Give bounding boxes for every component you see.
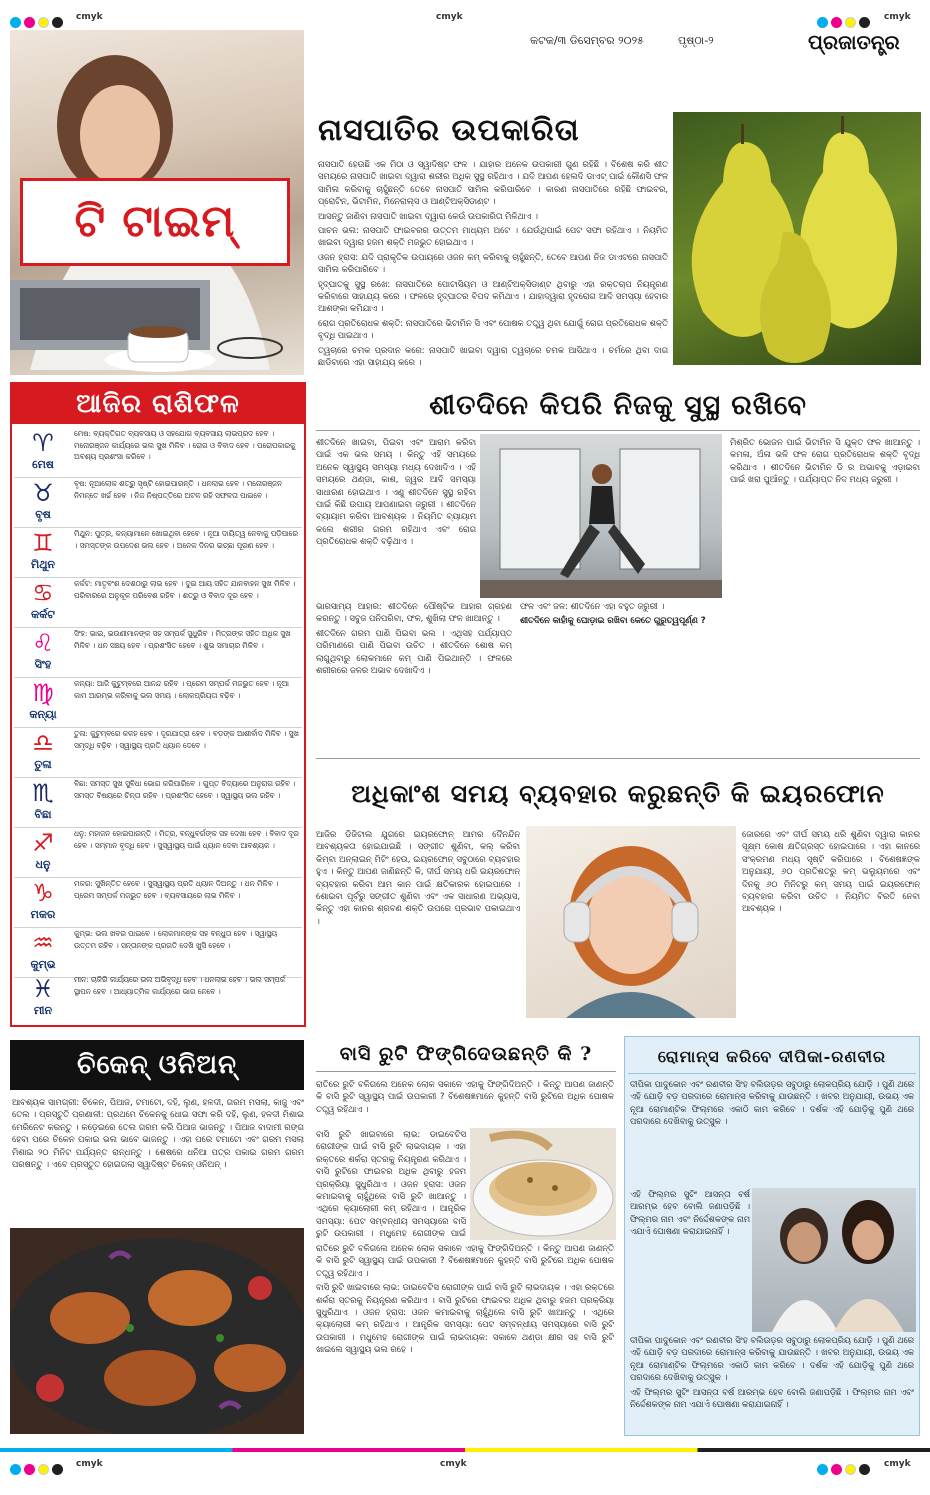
roti-intro: ରାତିରେ ରୁଟି ବଳିଗଲେ ଅନେକ ଲୋକ ସକାଳେ ଏହାକୁ ଫିଙ୍ଗିଦିଅନ୍ତି । କିନ୍ତୁ ଆପଣ ଜାଣନ୍ତି କି ବାସି ରୁଟି ସ୍ୱାସ୍ଥ୍ୟ ପାଇଁ ଉପକାରୀ ? ବିଶେଷଜ୍ଞମାନେ କୁହନ୍ତି ବାସି ରୁଟିରେ ଅଧିକ ପୋଷକ ତତ୍ତ୍ୱ ରହିଥାଏ । (316, 1079, 614, 1114)
capricorn-icon: ♑ (32, 879, 54, 907)
cmyk-label-right: cmyk (884, 12, 911, 22)
roti-body: ବାସି ରୁଟି ଖାଇବାରେ ଲାଭ: ଡାଇବେଟିସ ରୋଗୀଙ୍କ ପାଇଁ ବାସି ରୁଟି ଲାଭଦାୟକ । ଏହା ରକ୍ତରେ ଶର୍କରା ସ୍ତରକୁ ନିୟନ୍ତ୍ରଣ କରିଥାଏ । ବାସି ରୁଟିରେ ଫାଇବର ଅଧିକ ଥିବାରୁ ହଜମ ପ୍ରକ୍ରିୟା ସୁଧୁରିଥାଏ । ଓଜନ ହ୍ରାସ: ଓଜନ କମାଇବାକୁ ଚାହୁଁଥିଲେ ବାସି ରୁଟି ଖାଆନ୍ତୁ । ଏଥିରେ କ୍ୟାଲୋରୀ କମ୍‌ ରହିଥାଏ । ଆନ୍ତ୍ରିକ ସମସ୍ୟା: ପେଟ ସମ୍ବନ୍ଧୀୟ ସମସ୍ୟାରେ ବାସି ରୁଟି ଉପକାରୀ । ମଧୁମେହ ରୋଗୀଙ୍କ ପାଇଁ (316, 1129, 466, 1238)
rashi-text: ମକର: ସୁଖିନ୍ତିତ ହେବେ । ସୁସ୍ୱାସ୍ଥ୍ୟ ପ୍ରତି ଧ୍ୟାନ ଦିଅନ୍ତୁ । ଧନ ମିଳିବ । ପ୍ରେମ ସମ୍ପର୍କ ମଜଭୁତ ହେବ । ବ୍ୟବସାୟରେ ଲାଭ ମିଳିବ । (74, 879, 279, 900)
rashi-text: ବିଛା: ସମସ୍ତ ସୁଖ ସୁବିଧା ଭୋଗ କରିପାରିବେ । ଗୁପ୍ତ ବିଦ୍ୟାରେ ଅନୁରାଗ ରହିବ । ସମସ୍ତ ବିଷୟରେ ଚିନ୍ତା ରହିବ । ପ୍ରଶଂସିତ ହେବେ । ସ୍ୱାସ୍ଥ୍ୟ ଭଲ ରହିବ । (74, 779, 296, 800)
taurus-icon: ♉ (32, 479, 54, 507)
earphone-right: ଜୋରରେ ଏବଂ ଦୀର୍ଘ ସମୟ ଧରି ଶୁଣିବା ଦ୍ୱାରା କାନର ସୂକ୍ଷ୍ମ କୋଷ କ୍ଷତିଗ୍ରସ୍ତ ହୋଇପାରେ । ଏହା କାନରେ ସଂକ୍ରମଣ ମଧ୍ୟ ସୃଷ୍ଟି କରିପାରେ । ବିଶେଷଜ୍ଞଙ୍କ ଅନୁଯାୟୀ, ୬୦ ପ୍ରତିଶତରୁ କମ୍‌ ଭଲ୍ୟୁମରେ ଏବଂ ଦିନକୁ ୬୦ ମିନିଟରୁ କମ୍‌ ସମୟ ପାଇଁ ଇୟରଫୋନ୍‌ ବ୍ୟବହାର କରିବା ଉଚିତ । ନିୟମିତ ବିରତି ନେବା ଆବଶ୍ୟକ । (742, 829, 920, 914)
rashi-row (14, 676, 302, 728)
chicken-headline: ଚିକେନ୍‌ ଓନିଅନ୍‌ (10, 1040, 304, 1090)
rashi-text: ଧନୁ: ମହାଜନ ହୋଇପାରନ୍ତି । ମିତ୍ର, ବନ୍ଧୁବର୍ଗଙ୍କ ସହ ଦେଖା ହେବ । ବିବାଦ ଦୂର ହେବ । ସମ୍ମାନ ବୃଦ୍ଧି ହେବ । ସୁସ୍ୱାସ୍ଥ୍ୟ ପାଇଁ ଧ୍ୟାନ ଦେବା ଆବଶ୍ୟକ । (74, 829, 299, 850)
girl-headphones-icon (526, 826, 736, 1018)
aries-icon: ♈ (32, 429, 54, 457)
bottom-dots-left (10, 1460, 66, 1479)
rashi-text: କନ୍ୟା: ଆଜି କୁଟୁମ୍ବରେ ଆନନ୍ଦ ରହିବ । ପ୍ରେମ ସମ୍ପର୍କ ମଜଭୁତ ହେବ । ନୂଆ କାମ ଆରମ୍ଭ କରିବାକୁ ଭଲ ସମୟ । ଲୋକପ୍ରିୟତା ବଢ଼ିବ । (74, 679, 289, 700)
scorpio-icon: ♏ (32, 779, 54, 807)
pear-paragraph: ତ୍ୱଚାରେ ଚମକ ପ୍ରଦାନ କରେ: ନାସପାତି ଖାଇବା ଦ୍ୱାରା ତ୍ୱଚାରେ ଚମକ ଆସିଥାଏ । ଚର୍ମରେ ଥିବା ଦାଗ ଛାଡିବାରେ ଏହା ସାହାଯ୍ୟ କରେ । (318, 344, 668, 368)
rashi-text: ମିଥୁନ: ପୁତ୍ର, କନ୍ୟାମାନେ ଖୋଇଥିବା ହେବେ । ନୂଆ ଦାୟିତ୍ୱ ନେବାକୁ ପଡ଼ିପାରେ । ସମସ୍ତଙ୍କ ଉପଦେଶ ଭଲ ହେବ । ଅନେକ ଦିନର ଇଚ୍ଛା ପୂରଣ ହେବ । (74, 529, 298, 550)
romance-headline: ରୋମାନ୍ସ କରିବେ ଦୀପିକା-ରଣବୀର (628, 1040, 916, 1074)
rashi-row (14, 876, 302, 928)
cmyk-label-center: cmyk (436, 12, 463, 22)
masthead-logo: ପ୍ରଜାତନ୍ତ୍ର (808, 30, 900, 54)
winter-exercise-image (480, 434, 722, 598)
libra-icon: ♎ (32, 729, 54, 757)
winter-col3: ମିଶ୍ରିତ ଭୋଜନ ପାଇଁ ଭିଟାମିନ ସି ଯୁକ୍ତ ଫଳ ଖାଆନ୍ତୁ । କମଳା, ଅଁଳା ଭଳି ଫଳ ରୋଗ ପ୍ରତିରୋଧକ ଶକ୍ତି ବୃଦ୍ଧି କରିଥାଏ । ଶୀତଦିନେ ଭିଟାମିନ ଡି ର ଅଭାବକୁ ଏଡ଼ାଇବା ପାଇଁ ଖରା ପୁଆଁନ୍ତୁ । ପର୍ଯ୍ୟାପ୍ତ ନିଦ ମଧ୍ୟ ଜରୁରୀ । (730, 437, 920, 485)
winter-col2-lower (520, 600, 724, 750)
chicken-dish-icon (10, 1228, 304, 1434)
pear-paragraph: ଆସନ୍ତୁ ଜାଣିବା ନାସପାତି ଖାଇବା ଦ୍ୱାରା କେଉଁ ଉପକାରିତା ମିଳିଥାଏ । (318, 210, 538, 221)
rashi-name: ତୁଳା (34, 758, 52, 771)
rashi-row (14, 776, 302, 828)
rashi-text: ତୁଳା: କୁଟୁମ୍ବରେ କଳହ ହେବ । ଦୂରଯାତ୍ରା ହେବ । ବଡ଼ଙ୍କ ଆଶୀର୍ବାଦ ମିଳିବ । ସୁଖ ସମୃଦ୍ଧି ବଢ଼ିବ । ସ୍ୱାସ୍ଥ୍ୟ ପ୍ରତି ଧ୍ୟାନ ଦେବେ । (74, 729, 299, 750)
cmyk-label-bottom-right: cmyk (884, 1459, 911, 1469)
couple-photo-icon (752, 1188, 916, 1332)
winter-sub3: ଫଳ ଏବଂ ଜଳ: ଶୀତଦିନେ ଏହା ବହୁତ ଜରୁରୀ । (520, 601, 665, 611)
rashi-row (14, 726, 302, 778)
pear-paragraph: ହୃଦ୍‌ଘାତକୁ ସୁସ୍ଥ ରଖେ: ନାସପାତିରେ ପୋଟାସିୟମ ଓ ଆଣ୍ଟିଅକ୍ସିଡାଣ୍ଟ ଥିବାରୁ ଏହା ରକ୍ତଚାପ ନିୟନ୍ତ୍ରଣ କରିବାରେ ସାହାଯ୍ୟ କରେ । ଫଳରେ ହୃଦ୍‌ଘାତର ବିପଦ କମିଥାଏ । ଯାହାଦ୍ୱାରା ହୃଦରୋଗ ଆଦି ସମସ୍ୟା ହେବାର ଆଶଙ୍କା କମିଯାଏ । (318, 278, 668, 314)
romance-text-left: ଏହି ଫିଲ୍ମର ସୁଟିଂ ଆସନ୍ତା ବର୍ଷ ଆରମ୍ଭ ହେବ ବୋଲି ଜଣାପଡ଼ିଛି । ଫିଲ୍ମର ନାମ ଏବଂ ନିର୍ଦ୍ଦେଶକଙ୍କ ନାମ ଏଯାଏଁ ଘୋଷଣା କରାଯାଇନାହିଁ । (630, 1189, 750, 1237)
pisces-icon: ♓ (32, 975, 54, 1003)
pear-paragraph: ରୋଗ ପ୍ରତିରୋଧକ ଶକ୍ତି: ନାସପାତିରେ ଭିଟାମିନ ସି ଏବଂ ପୋଷକ ତତ୍ତ୍ୱ ଥିବା ଯୋଗୁଁ ରୋଗ ପ୍ରତିରୋଧକ ଶକ୍ତି ବୃଦ୍ଧି ପାଇଥାଏ । (318, 317, 668, 341)
cmyk-label-bottom-left: cmyk (76, 1459, 103, 1469)
rashi-name: କର୍କଟ (31, 608, 55, 621)
date-line: କଟକ/୩ ଡିସେମ୍ବର ୨୦୨୫ (530, 34, 644, 47)
aquarius-icon: ♒ (32, 929, 54, 957)
rashi-text: ମୀନ: ଚାକିରି କାର୍ଯ୍ୟରେ ଭଲ ଅଭିବୃଦ୍ଧି ହେବ । ଧନଲାଭ ହେବ । ଭଲ ସମ୍ପର୍କ ସ୍ଥାପନ ହେବ । ଆଧ୍ୟାତ୍ମିକ କାର୍ଯ୍ୟରେ ଭାଗ ନେବେ । (74, 975, 286, 996)
romance-text-repeat: ଏହି ଫିଲ୍ମର ସୁଟିଂ ଆସନ୍ତା ବର୍ଷ ଆରମ୍ଭ ହେବ ବୋଲି ଜଣାପଡ଼ିଛି । ଫିଲ୍ମର ନାମ ଏବଂ ନିର୍ଦ୍ଦେଶକଙ୍କ ନାମ ଏଯାଏଁ ଘୋଷଣା କରାଯାଇନାହିଁ । (630, 1386, 914, 1410)
romance-text-bottom (630, 1334, 914, 1432)
rashi-text: କର୍କଟ: ମାତୃବଂଶ ଦେଶଠାରୁ ଲାଭ ହେବ । ଦୁଇ ଆୟ ସହିତ ଯାନବାହନ ସୁଖ ମିଳିବ । ପରିବାରରେ ଅନୁକୂଳ ପରିବେଶ ରହିବ । ଶତ୍ରୁ ଓ ବିବାଦ ଦୂର ହେବ । (74, 579, 296, 600)
rashi-name: ବୃଷ (35, 508, 51, 521)
rashi-name: ମୀନ (33, 1004, 53, 1017)
earphone-girl-image (526, 826, 736, 1018)
rashi-row (14, 526, 302, 578)
sagittarius-icon: ♐ (32, 829, 54, 857)
pear-body (318, 158, 668, 370)
rashi-row (14, 426, 302, 478)
pear-headline: ନାସପାତିର ଉପକାରିତା (318, 113, 580, 148)
rashi-name: ମକର (30, 908, 56, 921)
rashi-name: କନ୍ୟା (29, 708, 57, 721)
pear-paragraph: ଓଜନ ହ୍ରାସ: ଯଦି ପ୍ରାକୃତିକ ଉପାୟରେ ଓଜନ କମ୍‌ କରିବାକୁ ଚାହୁଁଛନ୍ତି, ତେବେ ଆପଣ ନିଜ ଡାଏଟରେ ନାସପାତି ସାମିଲ କରିପାରିବେ । (318, 251, 668, 275)
pear-paragraph: ପାଚନ ଭଲ: ନାସପାତି ଫାଇବରର ଉତ୍ତମ ମାଧ୍ୟମ ଅଟେ । ଯେଉଁଥିପାଇଁ ପେଟ ସଫା ରହିଥାଏ । ନିୟମିତ ଖାଇବା ଦ୍ୱାରା ହଜମ ଶକ୍ତି ମଜଭୁତ ହୋଇଥାଏ । (318, 225, 668, 248)
rashi-name: କୁମ୍ଭ (30, 958, 56, 971)
bottom-dots-right (817, 1460, 873, 1479)
exercise-woman-icon (480, 434, 722, 598)
page-number: ପୃଷ୍ଠା-୨ (678, 34, 714, 47)
rashi-name: ସିଂହ (34, 658, 52, 671)
rashi-row (14, 626, 302, 678)
earphone-headline: ଅଧିକାଂଶ ସମୟ ବ୍ୟବହାର କରୁଛନ୍ତି କି ଇୟରଫୋନ (351, 779, 885, 808)
virgo-icon: ♍ (32, 679, 54, 707)
pear-fruit-icon (673, 112, 921, 365)
roti-image (470, 1128, 616, 1240)
bottom-color-bar (0, 1448, 930, 1452)
rashi-text: ମେଷ: ବ୍ୟକ୍ତିଗତ ବ୍ୟବସାୟ ଓ ସହଯୋଗ ବ୍ୟବସାୟ ଲାଭପ୍ରଦ ହେବ । ମନୋରଞ୍ଜନ କାର୍ଯ୍ୟରେ ଭଲ ସୁଖ ମିଳିବ । ରୋଗ ଓ ବିବାଦ ହେବ । ପରୋପକାରକୁ ଅବଶ୍ୟ ପ୍ରଶଂସା କରିବେ । (74, 429, 296, 461)
pear-image (673, 112, 921, 365)
rashifal-title: ଆଜିର ରାଶିଫଳ (12, 384, 304, 424)
winter-headline: ଶୀତଦିନେ କିପରି ନିଜକୁ ସୁସ୍ଥ ରଖିବେ (429, 390, 807, 421)
cmyk-label-left: cmyk (76, 12, 103, 22)
rashi-name: ମିଥୁନ (30, 558, 56, 571)
roti-body-repeat: ରାତିରେ ରୁଟି ବଳିଗଲେ ଅନେକ ଲୋକ ସକାଳେ ଏହାକୁ ଫିଙ୍ଗିଦିଅନ୍ତି । କିନ୍ତୁ ଆପଣ ଜାଣନ୍ତି କି ବାସି ରୁଟି ସ୍ୱାସ୍ଥ୍ୟ ପାଇଁ ଉପକାରୀ ? ବିଶେଷଜ୍ଞମାନେ କୁହନ୍ତି ବାସି ରୁଟିରେ ଅଧିକ ପୋଷକ ତତ୍ତ୍ୱ ରହିଥାଏ । (316, 1243, 614, 1278)
roti-body-continued (316, 1242, 614, 1438)
leo-icon: ♌ (32, 629, 54, 657)
earphone-left: ଆଜିର ଡିଜିଟାଲ ଯୁଗରେ ଇୟରଫୋନ୍‌ ଆମର ଦୈନନ୍ଦିନ ଆବଶ୍ୟକତା ହୋଇଯାଇଛି । ସଙ୍ଗୀତ ଶୁଣିବା, କଲ୍‌ କରିବା କିମ୍ବା ଅନ୍‌ଲାଇନ୍‌ ମିଟିଂ ହେଉ, ଇୟରଫୋନ୍‌ ସବୁଠାରେ ବ୍ୟବହାର ହୁଏ । କିନ୍ତୁ ଆପଣ ଜାଣିଛନ୍ତି କି, ଦୀର୍ଘ ସମୟ ଧରି ଇୟରଫୋନ୍‌ ବ୍ୟବହାର କରିବା ଆମ କାନ ପାଇଁ କ୍ଷତିକାରକ ହୋଇପାରେ । ଶୋଇବା ପୂର୍ବରୁ ସଙ୍ଗୀତ ଶୁଣିବା ଏବଂ ଏକ ସାଧାରଣ ଅଭ୍ୟାସ, କିନ୍ତୁ ଏହା କାନର ଶ୍ରବଣ ଶକ୍ତି ଉପରେ ପ୍ରଭାବ ପକାଇଥାଏ । (316, 829, 520, 926)
pear-paragraph: ନାସପାତି ହେଉଛି ଏକ ମିଠା ଓ ସ୍ୱାଦିଷ୍ଟ ଫଳ । ଯାହାର ଅନେକ ଉପକାରୀ ଗୁଣ ରହିଛି । ବିଶେଷ କରି ଶୀତ ସମୟରେ ନାସପାତି ଖାଇବା ଦ୍ୱାରା ଶରୀର ଅଧିକ ସୁସ୍ଥ ରହିଥାଏ । ଯଦି ଆପଣ ହେଲଦି ଡାଏଟ୍‌ ପାଇଁ କୌଣସି ଫଳ ସାମିଲ କରିବାକୁ ଚାହୁଁଛନ୍ତି ତେବେ ନାସପାତି ସାମିଲ କରିପାରିବେ । କାରଣ ନାସପାତିରେ ରହିଛି ଫାଇବର, ପ୍ରୋଟିନ, ଭିଟାମିନ, ମିନେରାଲ୍ସ ଓ ଆଣ୍ଟିଅକ୍ସିଡାଣ୍ଟ । (318, 159, 668, 207)
rashi-text: ବୃଷ: ନୂଆଲୋକ ଶତ୍ରୁ ସୃଷ୍ଟି ହୋଇପାରନ୍ତି । ଧନଲାଭ ହେବ । ମନୋରଞ୍ଜନ ନିମନ୍ତେ ଖର୍ଚ୍ଚ ହେବ । ନିଜ ନିଷ୍ପତ୍ତିରେ ଅଟଳ ରହି ସଫଳତା ପାଇବେ । (74, 479, 282, 500)
gemini-icon: ♊ (32, 529, 54, 557)
tea-time-title: ଟି ଟାଇମ୍‌ (20, 178, 290, 266)
rashi-name: ମେଷ (32, 458, 54, 471)
winter-col2: ଶୀତଦିନେ ଗରମ ପାଣି ପିଇବା ଭଲ । ଏଥିସହ ପର୍ଯ୍ୟାପ୍ତ ପରିମାଣରେ ପାଣି ପିଇବା ଉଚିତ । ଶୀତଦିନେ ଶୋଷ କମ୍‌ ଲାଗୁଥିବାରୁ ଲୋକମାନେ କମ୍‌ ପାଣି ପିଇଥାନ୍ତି । ଫଳରେ ଶରୀରରେ ଜଳର ଅଭାବ ଦେଖାଦିଏ । (316, 627, 512, 676)
roti-headline: ବାସି ରୁଟି ଫିଙ୍ଗିଦେଉଛନ୍ତି କି ? (316, 1036, 616, 1072)
rashi-row (14, 972, 302, 1024)
rashi-text: କୁମ୍ଭ: ଭଲ ଖବର ପାଇବେ । ଲୋକମାନଙ୍କ ସହ ବନ୍ଧୁତା ହେବ । ସ୍ୱାସ୍ଥ୍ୟ ଉତ୍ତମ ରହିବ । ସନ୍ତାନଙ୍କ ପ୍ରଗତି ଦେଖି ଖୁସି ହେବେ । (74, 929, 278, 950)
rashi-text: ସିଂହ: ଭାଇ, ଭଉଣୀମାନଙ୍କ ସହ ସମ୍ପର୍କ ସୁଧୁରିବ । ମିତ୍ରଙ୍କ ସହିତ ଅଧିକ ସୁଖ ମିଳିବ । ଧନ ସଞ୍ଚୟ ହେବ । ପ୍ରଶଂସିତ ହେବେ । ଶୁଭ ସମାଚାର ମିଳିବ । (74, 629, 291, 650)
winter-col1: ଶୀତଦିନେ ଖାଇବା, ପିଇବା ଏବଂ ଆରାମ କରିବା ପାଇଁ ଏକ ଭଲ ସମୟ । କିନ୍ତୁ ଏହି ସମୟରେ ଅନେକ ସ୍ୱାସ୍ଥ୍ୟ ସମସ୍ୟା ମଧ୍ୟ ଦେଖାଦିଏ । ଏହି ସମୟରେ ଥଣ୍ଡା, କାଶ, ଜ୍ୱର ଆଦି ସମସ୍ୟା ସାଧାରଣ ହୋଇଥାଏ । ଏଣୁ ଶୀତଦିନେ ସୁସ୍ଥ ରହିବା ପାଇଁ କିଛି ଉପାୟ ଆପଣାଇବା ଜରୁରୀ । ଶୀତଦିନେ ବ୍ୟାୟାମ କରିବା ଆବଶ୍ୟକ । ନିୟମିତ ବ୍ୟାୟାମ କଲେ ଶରୀର ଗରମ ରହିଥାଏ ଏବଂ ରୋଗ ପ୍ରତିରୋଧକ ଶକ୍ତି ବଢ଼ିଥାଏ । (316, 437, 476, 547)
romance-text-top: ଦୀପିକା ପାଦୁକୋନ ଏବଂ ରଣବୀର ସିଂହ ବଲିଉଡ଼ର ସବୁଠାରୁ ଲୋକପ୍ରିୟ ଯୋଡ଼ି । ପୁଣି ଥରେ ଏହି ଯୋଡ଼ି ବଡ଼ ପରଦାରେ ରୋମାନ୍ସ କରିବାକୁ ଯାଉଛନ୍ତି । ଖବର ଅନୁଯାୟୀ, ଉଭୟ ଏକ ନୂଆ ରୋମାଣ୍ଟିକ ଫିଲ୍ମରେ ଏକାଠି କାମ କରିବେ । ଦର୍ଶକ ଏହି ଯୋଡ଼ିକୁ ପୁଣି ଥରେ ପରଦାରେ ଦେଖିବାକୁ ଉତ୍ସୁକ । (630, 1079, 914, 1127)
chicken-recipe: ଆବଶ୍ୟକ ସାମଗ୍ରୀ: ଚିକେନ, ପିଆଜ, ଟମାଟୋ, ଦହି, ଲୁଣ, ହଳଦୀ, ଗରମ ମସଲା, କାଜୁ ଏବଂ ତେଲ । ପ୍ରସ୍ତୁତି ପ୍ରଣାଳୀ: ପ୍ରଥମେ ଚିକେନକୁ ଧୋଇ ସଫା କରି ଦହି, ଲୁଣ, ହଳଦୀ ମିଶାଇ ମେରିନେଟ କରନ୍ତୁ । କଡ଼େଇରେ ତେଲ ଗରମ କରି ପିଆଜ ଭାଜନ୍ତୁ । ପିଆଜ ବାଦାମୀ ରଙ୍ଗ ହେବା ପରେ ଚିକେନ ପକାଇ ଭଲ ଭାବେ ଭାଜନ୍ତୁ । ଏହା ପରେ ଟମାଟୋ ଏବଂ ଗରମ ମସଲା ମିଶାଇ ୨୦ ମିନିଟ ପର୍ଯ୍ୟନ୍ତ ରାନ୍ଧନ୍ତୁ । ଶେଷରେ ଧନିଆ ପତ୍ର ପକାଇ ଗରମ ଗରମ ପରଷନ୍ତୁ । ଏବେ ପ୍ରସ୍ତୁତ ହୋଇଗଲା ସ୍ୱାଦିଷ୍ଟ ଚିକେନ୍‌ ଓନିଅନ୍‌ । (12, 1097, 304, 1170)
winter-sub2: ଶୀତଦିନେ କାହାଁକୁ ଘୋଡ଼ାଇ ରଖିବା କେତେ ଗୁରୁତ୍ୱପୂର୍ଣ୍ଣ ? (520, 615, 706, 626)
rashi-name: ଧନୁ (35, 858, 51, 871)
winter-sub1: ଭାରସାମ୍ୟ ଆହାର: ଶୀତଦିନେ ପୌଷ୍ଟିକ ଆହାର ଗ୍ରହଣ କରନ୍ତୁ । ସବୁଜ ପନିପରିବା, ଫଳ, ଶୁଖିଲା ଫଳ ଖାଆନ୍ତୁ । (316, 601, 512, 624)
cmyk-label-bottom-center: cmyk (440, 1459, 467, 1469)
romance-text-repeat: ଦୀପିକା ପାଦୁକୋନ ଏବଂ ରଣବୀର ସିଂହ ବଲିଉଡ଼ର ସବୁଠାରୁ ଲୋକପ୍ରିୟ ଯୋଡ଼ି । ପୁଣି ଥରେ ଏହି ଯୋଡ଼ି ବଡ଼ ପରଦାରେ ରୋମାନ୍ସ କରିବାକୁ ଯାଉଛନ୍ତି । ଖବର ଅନୁଯାୟୀ, ଉଭୟ ଏକ ନୂଆ ରୋମାଣ୍ଟିକ ଫିଲ୍ମରେ ଏକାଠି କାମ କରିବେ । ଦର୍ଶକ ଏହି ଯୋଡ଼ିକୁ ପୁଣି ଥରେ ପରଦାରେ ଦେଖିବାକୁ ଉତ୍ସୁକ । (630, 1335, 914, 1383)
rashi-name: ବିଛା (34, 808, 52, 821)
chicken-dish-image (10, 1228, 304, 1434)
deepika-ranveer-image (752, 1188, 916, 1332)
rashi-row (14, 476, 302, 528)
roti-body-repeat: ବାସି ରୁଟି ଖାଇବାରେ ଲାଭ: ଡାଇବେଟିସ ରୋଗୀଙ୍କ ପାଇଁ ବାସି ରୁଟି ଲାଭଦାୟକ । ଏହା ରକ୍ତରେ ଶର୍କରା ସ୍ତରକୁ ନିୟନ୍ତ୍ରଣ କରିଥାଏ । ବାସି ରୁଟିରେ ଫାଇବର ଅଧିକ ଥିବାରୁ ହଜମ ପ୍ରକ୍ରିୟା ସୁଧୁରିଥାଏ । ଓଜନ ହ୍ରାସ: ଓଜନ କମାଇବାକୁ ଚାହୁଁଥିଲେ ବାସି ରୁଟି ଖାଆନ୍ତୁ । ଏଥିରେ କ୍ୟାଲୋରୀ କମ୍‌ ରହିଥାଏ । ଆନ୍ତ୍ରିକ ସମସ୍ୟା: ପେଟ ସମ୍ବନ୍ଧୀୟ ସମସ୍ୟାରେ ବାସି ରୁଟି ଉପକାରୀ । ମଧୁମେହ ରୋଗୀଙ୍କ ପାଇଁ ଲାଭଦାୟକ: ସକାଳେ ଥଣ୍ଡା କ୍ଷୀର ସହ ବାସି ରୁଟି ଖାଇଲେ ସ୍ୱାସ୍ଥ୍ୟ ଭଲ ରହେ । (316, 1282, 614, 1355)
winter-col1-lower (316, 600, 512, 750)
rashi-row (14, 926, 302, 978)
rashi-row (14, 576, 302, 628)
roti-plate-icon (470, 1128, 616, 1240)
cancer-icon: ♋ (32, 579, 54, 607)
rashi-row (14, 826, 302, 878)
